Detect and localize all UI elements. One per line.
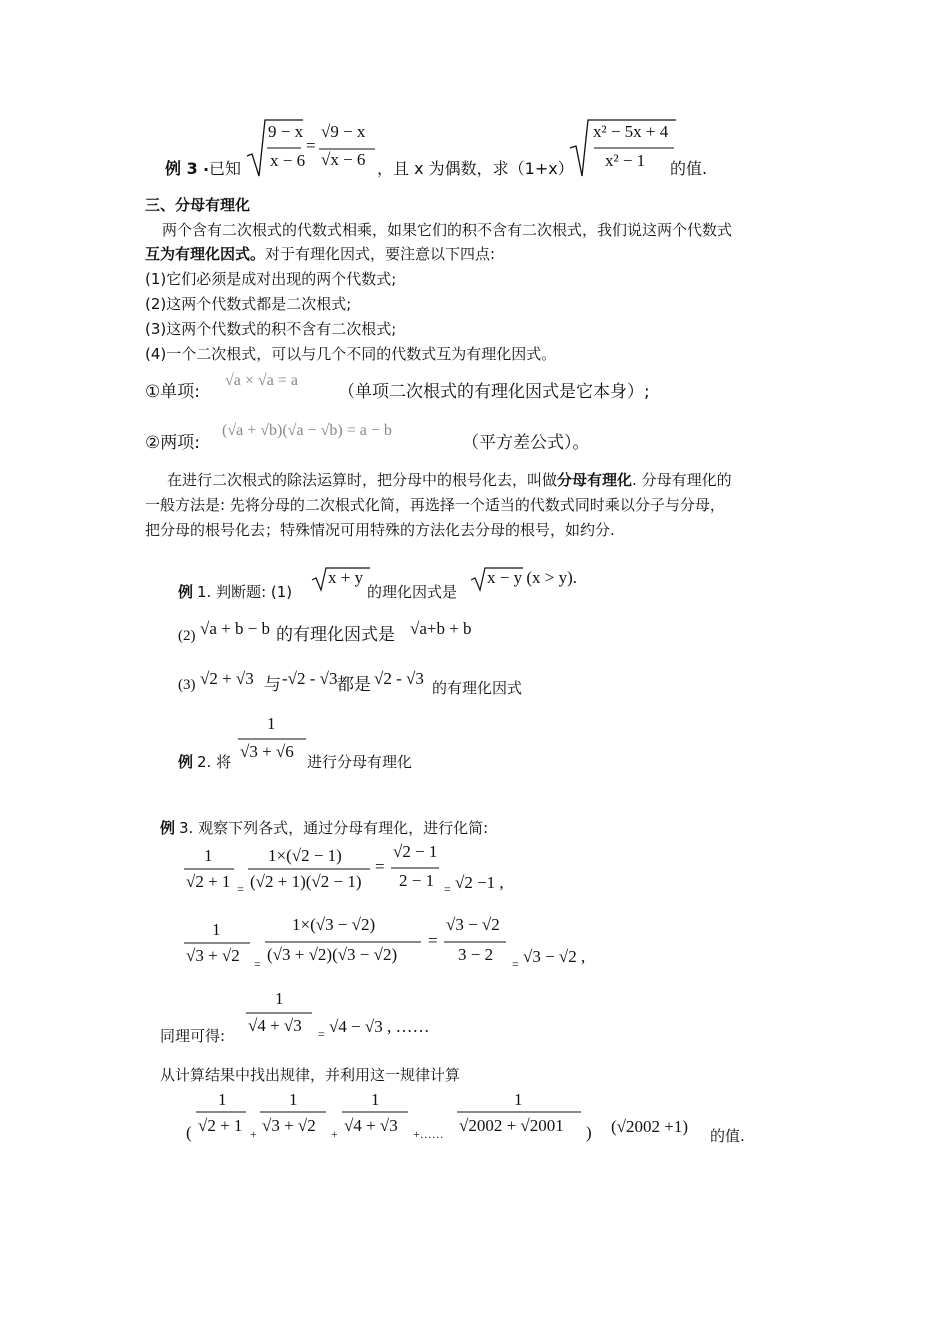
rationalize-para-line2: 一般方法是: 先将分母的二次根式化简，再选择一个适当的代数式同时乘以分子与分母， xyxy=(145,496,725,514)
point-3: (3)这两个代数式的积不含有二次根式; xyxy=(145,320,397,338)
para1-rest: . 分母有理化的 xyxy=(632,471,732,489)
example2-label: 例 xyxy=(178,753,194,771)
equals-sign: = xyxy=(306,136,316,155)
r2-mid-den: (√3 + √2)(√3 − √2) xyxy=(267,945,398,964)
section-heading: 三、分母有理化 xyxy=(145,196,251,214)
example2-end: 进行分母有理化 xyxy=(307,753,413,771)
sum-open: ( xyxy=(186,1123,192,1142)
r1-r-den: 2 − 1 xyxy=(399,871,435,890)
sum-term3-bar xyxy=(342,1110,410,1114)
two-term-formula: (√a + √b)(√a − √b) = a − b xyxy=(222,422,392,439)
example-label: 例 3 xyxy=(165,159,198,178)
similar-eq: = xyxy=(318,1027,325,1041)
r1-lhs-bar xyxy=(184,867,236,871)
rationalizing-factor-term: 互为有理化因式。 xyxy=(145,245,266,263)
sum-term4-num: 1 xyxy=(514,1090,523,1109)
plus-2: + xyxy=(331,1127,338,1141)
sum-close: ) xyxy=(586,1123,592,1142)
sum-term3-num: 1 xyxy=(371,1090,380,1109)
item2-expr: √a + b − b xyxy=(200,619,271,638)
lhs-denominator: x − 6 xyxy=(270,151,306,170)
sum-term2-num: 1 xyxy=(289,1090,298,1109)
rationalize-term: 分母有理化 xyxy=(557,471,633,489)
example3-label: 例 xyxy=(160,819,176,837)
item2-mid: 的有理化因式是 xyxy=(276,625,395,645)
example-dot: . xyxy=(203,156,210,175)
single-term-formula: √a × √a = a xyxy=(225,372,298,389)
intro-line2-rest: 对于有理化因式，要注意以下四点: xyxy=(265,245,496,263)
expr-x-minus-y: x − y (x > y). xyxy=(487,568,577,587)
example2-frac-num: 1 xyxy=(267,714,276,733)
sum-term3-den: √4 + √3 xyxy=(344,1116,398,1135)
plus-ellipsis: +…… xyxy=(413,1127,444,1141)
example3-num: 3. 观察下列各式，通过分母有理化，进行化简: xyxy=(179,819,489,837)
item3-with: 与 xyxy=(264,675,281,695)
sum-term2-den: √3 + √2 xyxy=(262,1116,316,1135)
example2-fraction-bar xyxy=(238,737,308,741)
para1-text: 在进行二次根式的除法运算时，把分母中的根号化去，叫做 xyxy=(167,471,558,489)
example1-num: 1. 判断题: (1) xyxy=(197,583,293,601)
r2-eq3: = xyxy=(512,957,519,971)
rule-text: 从计算结果中找出规律，并利用这一规律计算 xyxy=(160,1066,461,1084)
r2-lhs-num: 1 xyxy=(212,920,221,939)
r2-result: √3 − √2 , xyxy=(523,947,586,966)
item3-all: 都是 xyxy=(337,675,371,695)
sum-term1-den: √2 + 1 xyxy=(198,1116,243,1135)
r1-eq2: = xyxy=(375,857,385,876)
r2-mid-num: 1×(√3 − √2) xyxy=(292,915,376,934)
item3-prefix: (3) xyxy=(178,677,196,693)
r2-r-num: √3 − √2 xyxy=(446,915,500,934)
sum-term4-den: √2002 + √2001 xyxy=(459,1116,564,1135)
r1-mid-den: (√2 + 1)(√2 − 1) xyxy=(250,872,362,891)
rationalize-para-line1 xyxy=(167,469,732,490)
point-4: (4)一个二次根式，可以与几个不同的代数式互为有理化因式。 xyxy=(145,345,557,363)
r2-mid-bar xyxy=(265,940,423,944)
single-term-label: ①单项: xyxy=(145,382,200,402)
single-term-note: （单项二次根式的有理化因式是它本身）; xyxy=(338,382,650,402)
item2-prefix: (2) xyxy=(178,628,196,644)
item3-c: √2 - √3 xyxy=(374,669,424,688)
example1-mid: 的理化因式是 xyxy=(367,583,458,601)
sum-term1-bar xyxy=(196,1110,248,1114)
similar-result: √4 − √3 , …… xyxy=(329,1017,430,1036)
big-numerator: x² − 5x + 4 xyxy=(593,122,669,141)
example2-num: 2. 将 xyxy=(197,753,232,771)
item3-end: 的有理化因式 xyxy=(432,679,523,697)
r2-eq1: = xyxy=(254,957,261,971)
similar-den: √4 + √3 xyxy=(248,1016,302,1035)
sum-end: 的值. xyxy=(710,1127,745,1145)
r2-r-bar xyxy=(444,940,508,944)
rhs-numerator: √9 − x xyxy=(321,122,366,141)
big-denominator: x² − 1 xyxy=(605,151,646,170)
example2-frac-den: √3 + √6 xyxy=(240,742,294,761)
item3-b: -√2 - √3 xyxy=(282,669,338,688)
expr-x-plus-y: x + y xyxy=(328,568,364,587)
r1-lhs-den: √2 + 1 xyxy=(186,872,231,891)
plus-1: + xyxy=(250,1127,257,1141)
item3-a: √2 + √3 xyxy=(200,669,254,688)
r1-mid-num: 1×(√2 − 1) xyxy=(268,846,342,865)
tail-text: 的值. xyxy=(670,159,708,178)
two-term-label: ②两项: xyxy=(145,433,200,453)
sum-term4-bar xyxy=(457,1110,583,1114)
r1-r-bar xyxy=(391,866,441,870)
condition-text: ，且 x 为偶数，求（1+x） xyxy=(377,159,574,178)
rationalize-para-line3: 把分母的根号化去；特殊情况可用特殊的方法化去分母的根号，如约分. xyxy=(145,521,615,539)
r1-lhs-num: 1 xyxy=(204,846,213,865)
similar-bar xyxy=(246,1011,314,1015)
two-term-note: （平方差公式）。 xyxy=(462,433,590,453)
intro-line2 xyxy=(145,243,495,264)
item2-end: √a+b + b xyxy=(410,619,472,638)
r2-lhs-bar xyxy=(184,941,252,945)
r1-eq3: = xyxy=(444,882,451,896)
known-text: 已知 xyxy=(209,159,242,178)
r2-eq2: = xyxy=(428,931,438,950)
r1-result: √2 −1 , xyxy=(455,873,504,892)
r1-r-num: √2 − 1 xyxy=(393,842,438,861)
r1-eq1: = xyxy=(237,882,244,896)
intro-line1: 两个含有二次根式的代数式相乘，如果它们的积不含有二次根式，我们说这两个代数式 xyxy=(162,221,733,239)
rhs-denominator: √x − 6 xyxy=(321,150,366,169)
r2-r-den: 3 − 2 xyxy=(458,945,494,964)
sum-term1-num: 1 xyxy=(218,1090,227,1109)
similar-label: 同理可得: xyxy=(160,1027,226,1045)
sum-multiplier: (√2002 +1) xyxy=(611,1117,688,1136)
point-2: (2)这两个代数式都是二次根式; xyxy=(145,295,352,313)
r2-lhs-den: √3 + √2 xyxy=(186,946,240,965)
r1-mid-bar xyxy=(248,867,372,871)
similar-num: 1 xyxy=(275,989,284,1008)
sum-term2-bar xyxy=(260,1110,328,1114)
example3-top xyxy=(165,118,765,188)
example1-label: 例 xyxy=(178,583,194,601)
lhs-numerator: 9 − x xyxy=(268,122,304,141)
point-1: (1)它们必须是成对出现的两个代数式; xyxy=(145,270,397,288)
